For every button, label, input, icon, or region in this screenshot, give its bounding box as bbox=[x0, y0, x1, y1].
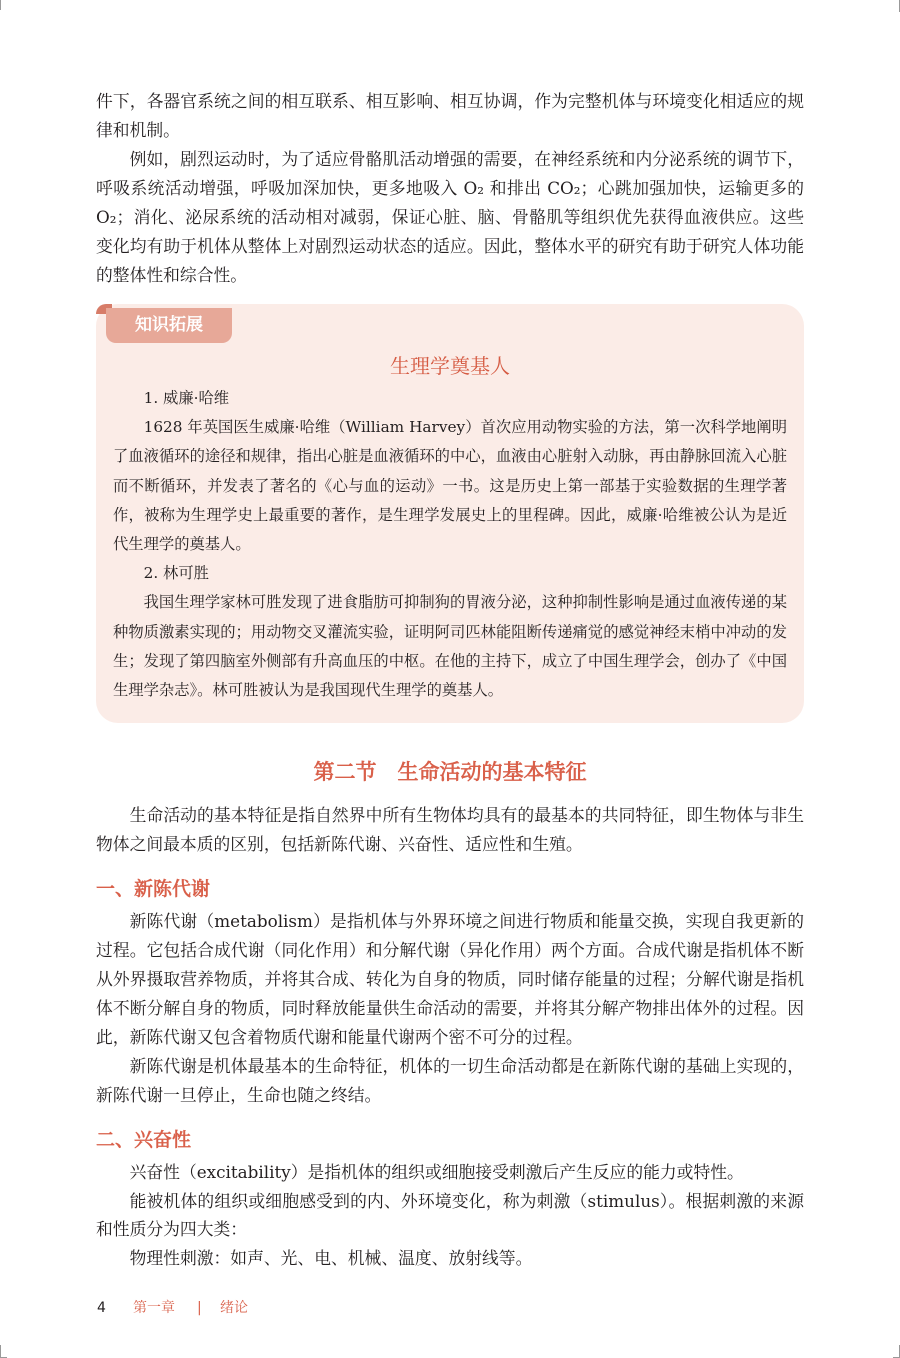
chapter-label: 第一章 bbox=[133, 1300, 175, 1317]
item-text: 我国生理学家林可胜发现了进食脂肪可抑制狗的胃液分泌，这种抑制性影响是通过血液传递的某种物质激素实现的；用动物交叉灌流实验，证明阿司匹林能阻断传递痛觉的感觉神经末梢中冲动的发生；发现了第四脑室外侧部有升高血压的中枢。在他的主持下，成立了中国生理学会，创办了《中国生理学杂志》。林可胜被认为是我国现代生理学的奠基人。 bbox=[113, 593, 787, 700]
paragraph: 物理性刺激：如声、光、电、机械、温度、放射线等。 bbox=[129, 1247, 533, 1268]
paragraph: 件下，各器官系统之间的相互联系、相互影响、相互协调，作为完整机体与环境变化相适应的规律和机制。 bbox=[96, 91, 804, 140]
excitability-text bbox=[96, 1158, 804, 1272]
paragraph: 例如，剧烈运动时，为了适应骨骼肌活动增强的需要，在神经系统和内分泌系统的调节下，呼吸系统活动增强，呼吸加深加快，更多地吸入 O₂ 和排出 CO₂；心跳加强加快，运输更多的 O₂；消化、泌尿系统的活动相对减弱，保证心脏、脑、骨骼肌等组织优先获得血液供应。这些变化均有助于机体从整体上对剧烈运动状态的适应。因此，整体水平的研究有助于研究人体功能的整体性和综合性。 bbox=[96, 149, 804, 285]
section-title: 第二节 生命活动的基本特征 bbox=[313, 760, 587, 785]
knowledge-tab-label: 知识拓展 bbox=[106, 308, 232, 343]
paragraph: 兴奋性（excitability）是指机体的组织或细胞接受刺激后产生反应的能力或特性。 bbox=[129, 1162, 744, 1183]
section-intro bbox=[96, 801, 804, 859]
knowledge-box-content bbox=[113, 384, 787, 705]
crop-mark bbox=[893, 1345, 900, 1358]
footer-separator: | bbox=[197, 1300, 202, 1317]
knowledge-box-title: 生理学奠基人 bbox=[390, 354, 510, 378]
paragraph: 能被机体的组织或细胞感受到的内、外环境变化，称为刺激（stimulus）。根据刺激的来源和性质分为四大类： bbox=[96, 1190, 804, 1240]
intro-text bbox=[96, 87, 804, 290]
chapter-title: 绪论 bbox=[220, 1300, 248, 1317]
page-footer bbox=[96, 1298, 804, 1318]
crop-mark bbox=[0, 1345, 7, 1358]
knowledge-box bbox=[96, 304, 804, 723]
crop-mark bbox=[0, 0, 1, 10]
page-number: 4 bbox=[97, 1300, 106, 1317]
paragraph: 生命活动的基本特征是指自然界中所有生物体均具有的最基本的共同特征，即生物体与非生物体之间最本质的区别，包括新陈代谢、兴奋性、适应性和生殖。 bbox=[96, 805, 804, 855]
metabolism-text bbox=[96, 907, 804, 1110]
item-text: 1628 年英国医生威廉·哈维（William Harvey）首次应用动物实验的方法，第一次科学地阐明了血液循环的途径和规律，指出心脏是血液循环的中心，血液由心脏射入动脉，再由静脉回流入心脏而不断循环，并发表了著名的《心与血的运动》一书。这是历史上第一部基于实验数据的生理学著作，被称为生理学史上最重要的著作，是生理学发展史上的里程碑。因此，威廉·哈维被公认为是近代生理学的奠基人。 bbox=[113, 418, 787, 554]
item-heading: 2. 林可胜 bbox=[143, 564, 209, 583]
subsection-heading-metabolism: 一、新陈代谢 bbox=[96, 878, 211, 901]
item-heading: 1. 威廉·哈维 bbox=[143, 389, 230, 407]
paragraph: 新陈代谢（metabolism）是指机体与外界环境之间进行物质和能量交换，实现自我更新的过程。它包括合成代谢（同化作用）和分解代谢（异化作用）两个方面。合成代谢是指机体不断从外界摄取营养物质，并将其合成、转化为自身的物质，同时储存能量的过程；分解代谢是指机体不断分解自身的物质，同时释放能量供生命活动的需要，并将其分解产物排出体外的过程。因此，新陈代谢又包含着物质代谢和能量代谢两个密不可分的过程。 bbox=[96, 911, 804, 1048]
paragraph: 新陈代谢是机体最基本的生命特征，机体的一切生命活动都是在新陈代谢的基础上实现的，新陈代谢一旦停止，生命也随之终结。 bbox=[96, 1056, 804, 1106]
subsection-heading-excitability: 二、兴奋性 bbox=[96, 1129, 192, 1152]
